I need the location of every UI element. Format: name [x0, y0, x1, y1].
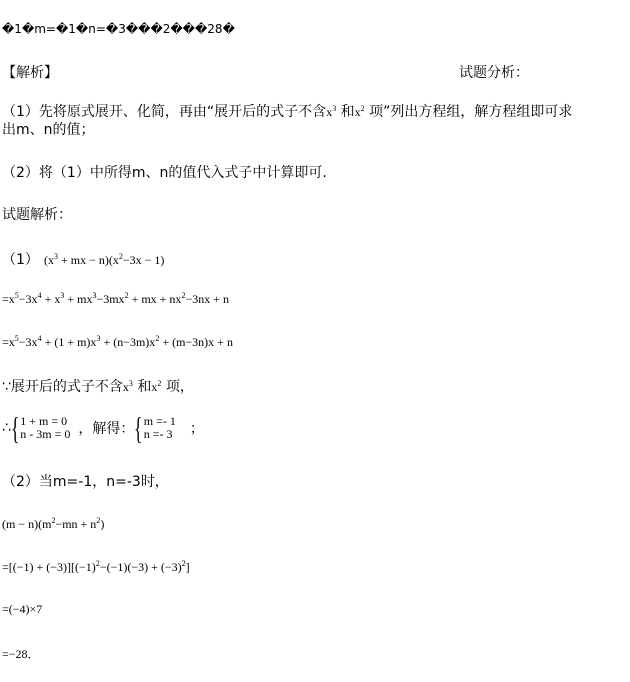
m-value: m=-1: [52, 474, 93, 490]
because-line: [2, 376, 194, 396]
step-text: 将（1）中所得: [38, 165, 132, 181]
because-text-b: 项，: [161, 379, 194, 395]
step-text-d: 的值；: [52, 122, 95, 138]
analysis-step-1-cont: [2, 119, 95, 139]
shi-text: 时，: [140, 474, 169, 490]
part-number: （2）: [2, 474, 39, 490]
expansion-line-2: $=x^5-3x^4 + (1 + m)x^3 + (n-3m)x^2 + (m-3n)x + n$: [2, 334, 233, 349]
left-brace: {: [10, 410, 20, 446]
calc-line-3: =(−4)×7: [2, 602, 43, 616]
solution-part-2: [2, 471, 169, 491]
when-text: 当: [38, 474, 53, 490]
comma: ，: [92, 474, 107, 490]
x2-term: $x^2$: [354, 104, 365, 119]
step-text-c: 出: [2, 122, 16, 138]
and-text: 和: [336, 104, 355, 120]
step-text: 先将原式展开、化简，再由“展开后的式子不含: [38, 104, 327, 120]
step-number: （1）: [2, 104, 39, 120]
because-text: ∵展开后的式子不含: [2, 379, 123, 395]
x3-term: $x^3$: [326, 104, 337, 119]
calc-line-2: $=[(-1) + (-3)][(-1)^2-(-1)(-3) + (-3)^2]$: [2, 559, 190, 574]
equation-system: [2, 410, 204, 446]
step-text-b: 项”列出方程组，解方程组即可求: [364, 104, 573, 120]
x3-term: $x^3$: [122, 379, 133, 394]
mn-variables: m、n: [131, 165, 169, 181]
calc-line-1: $(m - n)(m^2-mn + n^2)$: [2, 516, 105, 531]
and-text: 和: [132, 379, 152, 395]
system-solutions: m =- 1 n =- 3: [143, 414, 176, 441]
analysis-step-1: [2, 101, 572, 121]
n-value: n=-3: [106, 474, 141, 490]
analysis-step-2: [2, 162, 327, 182]
analysis-title: 试题分析：: [459, 65, 529, 81]
therefore-symbol: ∴: [2, 420, 11, 436]
solution-part-1: [2, 249, 164, 269]
left-brace: {: [134, 410, 143, 446]
header-answer-line: �1�m=�1�n=�3���2���28�: [2, 22, 235, 36]
semicolon: ；: [189, 421, 204, 437]
original-expression: ($x^3$ + mx − $n)(x^2-3x - 1)$: [44, 252, 165, 267]
system-equations: 1 + m = 0 n - 3m = 0: [20, 414, 71, 441]
step-text-b: 的值代入式子中计算即可.: [168, 165, 327, 181]
solution-title: 试题解析：: [2, 207, 72, 223]
step-number: （2）: [2, 165, 39, 181]
expansion-line-1: $=x^5-3x^4 + x^3 + mx^3-3mx^2$ + mx + $nx^2-3nx + n$: [2, 291, 229, 306]
calc-line-4: =−28．: [2, 647, 40, 661]
solve-text: ，解得：: [78, 421, 135, 437]
part-number: （1）: [2, 252, 39, 268]
jiexi-label: 【解析】: [2, 65, 58, 81]
x2-term: $x^2$: [151, 379, 162, 394]
mn-variables: m、n: [16, 122, 53, 138]
